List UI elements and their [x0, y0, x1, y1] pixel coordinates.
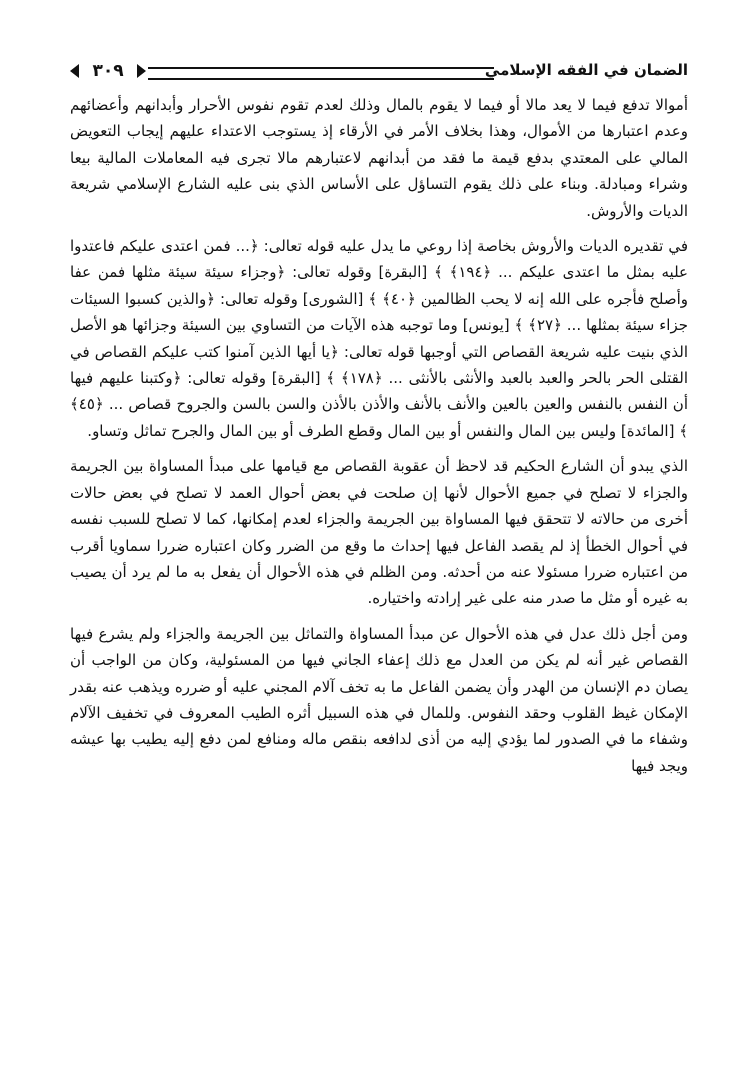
paragraph-1: أموالا تدفع فيما لا يعد مالا أو فيما لا يقوم بالمال وذلك لعدم تقوم نفوس الأحرار وأبدانهم وأعضائهم وعدم اعتبارها من الأموال، وهذا بخلاف الأمر في الأرقاء إذ يستوجب الاعتداء عليهم إيجاب التعويض المالي على المعتدي بدفع قيمة ما فقد من أبدانهم لاعتبارهم مالا تجرى فيه المعاملات المالية بيعا وشراء ومبادلة. وبناء على ذلك يقوم التساؤل على الأساس الذي بنى عليه الشارع الإسلامي شريعة الديات والأروش. [70, 96, 688, 220]
running-title: الضمان في الفقه الإسلامي [484, 61, 688, 79]
paragraph-4: ومن أجل ذلك عدل في هذه الأحوال عن مبدأ المساواة والتماثل بين الجريمة والجزاء ولم يشرع فيها القصاص غير أنه لم يكن من العدل مع ذلك إعفاء الجاني فيها من المسئولية، وكان من الواجب أن يصان دم الإنسان من الهدر وأن يضمن الفاعل ما به تخف آلام المجني عليه أو ضرره ويذهب عنه بقدر الإمكان غيظ القلوب وحقد النفوس. وللمال في هذه السبيل أثره الطيب المعروف في تخفيف الآلام وشفاء ما في الصدور لما يؤدي إليه من أذى لدافعه بنقص ماله ومنافع لمن دفع إليه يطيب بها عيشه ويجد فيها [70, 624, 688, 775]
header-double-rule [148, 67, 494, 80]
paragraph-2: في تقديره الديات والأروش بخاصة إذا روعي ما يدل عليه قوله تعالى: ﴿... فمن اعتدى عليكم فاعتدوا عليه بمثل ما اعتدى عليكم ... ﴿١٩٤﴾ ﴾ [البقرة] وقوله تعالى: ﴿وجزاء سيئة سيئة مثلها فمن عفا وأصلح فأجره على الله إنه لا يحب الظالمين ﴿٤٠﴾ ﴾ [الشورى] وقوله تعالى: ﴿والذين كسبوا السيئات جزاء سيئة بمثلها ... ﴿٢٧﴾ ﴾ [يونس] وما توجبه هذه الآيات من التساوي بين السيئة وجزائها هو الأصل الذي بنيت عليه شريعة القصاص التي أوجبها قوله تعالى: ﴿يا أيها الذين آمنوا كتب عليكم القصاص في القتلى الحر بالحر والعبد بالعبد والأنثى بالأنثى ... ﴿١٧٨﴾ ﴾ [البقرة] وقوله تعالى: ﴿وكتبنا عليهم فيها أن النفس بالنفس والعين بالعين والأنف بالأنف والأذن بالأذن والسن بالسن والجروح قصاص ... ﴿٤٥﴾ ﴾ [المائدة] وليس بين المال والنفس أو بين المال وقطع الطرف أو بين المال والجرح تماثل وتساو. [70, 237, 689, 440]
page-header [66, 57, 690, 87]
paragraph-3: الذي يبدو أن الشارع الحكيم قد لاحظ أن عقوبة القصاص مع قيامها على مبدأ المساواة بين الجريمة والجزاء لا تصلح في جميع الأحوال لأنها إن صلحت في بعض أحوال العمد لا تصلح في بعض حالات أخرى من حالاته لا تتحقق فيها المساواة بين الجريمة والجزاء لعدم إمكانها، كما لا تصلح للسبب نفسه في أحوال الخطأ إذ لم يقصد الفاعل فيها إحداث ما وقع من الضرر وكان اعتباره ضررا سماويا أقرب من اعتباره ضررا مسئولا عنه من أحدثه. ومن الظلم في هذه الأحوال أن يفعل به ما لم يرد أن يصيب به غيره أو مثل ما صدر منه على غير إرادته واختياره. [70, 457, 688, 608]
body-text [70, 92, 688, 779]
page-number: ٣٠٩ [70, 59, 146, 83]
